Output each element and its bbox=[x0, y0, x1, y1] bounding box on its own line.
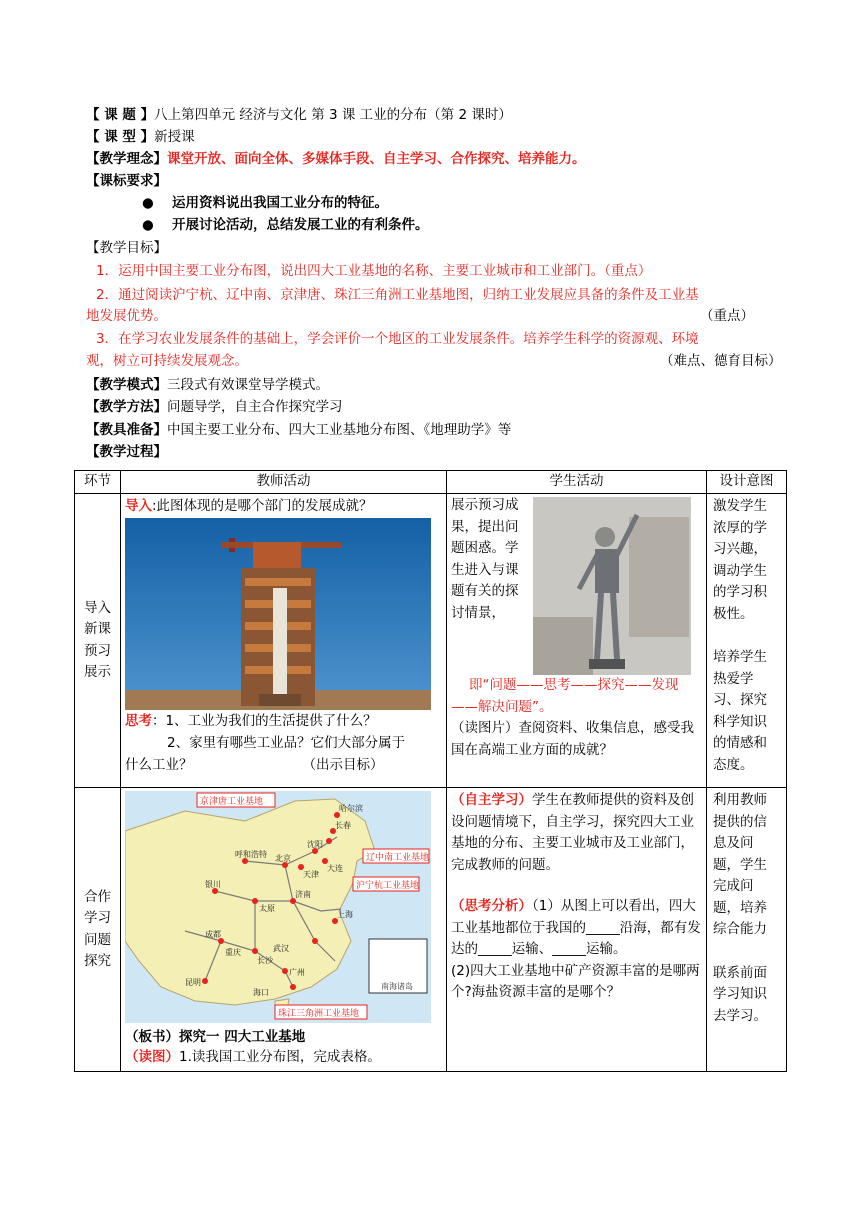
mode-value: 三段式有效课堂导学模式。 bbox=[167, 377, 329, 393]
svg-text:天津: 天津 bbox=[303, 870, 319, 879]
teacher-cell bbox=[121, 788, 447, 1072]
goal-1: 1．运用中国主要工业分布图，说出四大工业基地的名称、主要工业城市和工业部门。（重点） bbox=[96, 263, 652, 279]
analysis-label: （思考分析） bbox=[451, 898, 532, 914]
lead-text: :此图体现的是哪个部门的发展成就？ bbox=[152, 498, 373, 514]
analysis-text: （1）从图上可以看出，四大工业基地都位于我国的_____沿海，都有发达的_____运输、_____运输。 bbox=[451, 898, 701, 957]
map-label-lzn: 辽中南工业基地 bbox=[366, 853, 430, 863]
type-label: 【 课 型 】 bbox=[86, 129, 155, 145]
student-text: 展示预习成果，提出问题困惑。学生进入与课题有关的探讨情景， bbox=[451, 497, 519, 621]
map-label-jjt: 京津唐工业基地 bbox=[200, 797, 264, 807]
table-header-row bbox=[75, 471, 787, 494]
goal-3-cont: 观，树立可持续发展观念。 bbox=[86, 353, 248, 369]
type-line bbox=[86, 127, 195, 147]
goal-2-tag: （重点） bbox=[700, 308, 754, 324]
process-table bbox=[74, 470, 787, 1072]
stage-cell: 导入新课预习展示 bbox=[75, 494, 121, 788]
process-label: 【教学过程】 bbox=[86, 444, 167, 460]
svg-text:广州: 广州 bbox=[289, 968, 305, 977]
type-value: 新授课 bbox=[154, 129, 195, 145]
svg-text:长沙: 长沙 bbox=[257, 956, 273, 965]
standard-item: ● 开展讨论活动，总结发展工业的有利条件。 bbox=[142, 217, 429, 233]
self-study-label: （自主学习） bbox=[451, 792, 532, 808]
goal-3: 3．在学习农业发展条件的基础上，学会评价一个地区的工业发展条件。培养学生科学的资源观、环境 bbox=[96, 331, 699, 347]
table-row bbox=[75, 788, 787, 1072]
svg-text:哈尔滨: 哈尔滨 bbox=[339, 804, 363, 813]
header-intent: 设计意图 bbox=[707, 471, 787, 494]
standard-item: ● 运用资料说出我国工业分布的特征。 bbox=[142, 195, 388, 211]
intent-text: 利用教师提供的信息及问题，学生完成问题，培养综合能力 bbox=[713, 792, 767, 937]
concept-label: 【教学理念】 bbox=[86, 151, 167, 167]
tools-label: 【教具准备】 bbox=[86, 422, 167, 438]
topic-line bbox=[86, 105, 512, 125]
method-label: 【教学方法】 bbox=[86, 399, 167, 415]
svg-text:成都: 成都 bbox=[205, 930, 221, 939]
method-line bbox=[86, 397, 343, 417]
concept-line bbox=[86, 149, 586, 169]
map-label-hnh: 沪宁杭工业基地 bbox=[356, 881, 420, 891]
svg-text:太原: 太原 bbox=[259, 904, 275, 913]
mode-label: 【教学模式】 bbox=[86, 377, 167, 393]
svg-text:呼和浩特: 呼和浩特 bbox=[235, 850, 267, 859]
header-teacher: 教师活动 bbox=[121, 471, 447, 494]
intent-cell bbox=[707, 494, 787, 788]
topic-label: 【 课 题 】 bbox=[86, 107, 155, 123]
goal-2-cont: 地发展优势。 bbox=[86, 308, 167, 324]
read-text: 1.读我国工业分布图，完成表格。 bbox=[179, 1049, 381, 1065]
stage-cell: 合作学习问题探究 bbox=[75, 788, 121, 1072]
mode-line bbox=[86, 375, 329, 395]
header-stage: 环节 bbox=[75, 471, 121, 494]
intent-text-2: 培养学生热爱学习、探究科学知识的情感和态度。 bbox=[713, 649, 767, 773]
svg-text:重庆: 重庆 bbox=[225, 948, 241, 957]
think-label: 思考 bbox=[125, 712, 152, 729]
svg-text:济南: 济南 bbox=[295, 890, 311, 899]
tools-value: 中国主要工业分布、四大工业基地分布图、《地理助学》等 bbox=[167, 422, 512, 438]
goals-label: 【教学目标】 bbox=[86, 240, 167, 256]
map-label-nh: 南海诸岛 bbox=[381, 982, 413, 991]
svg-text:海口: 海口 bbox=[253, 988, 269, 997]
method-value: 问题导学，自主合作探究学习 bbox=[167, 399, 343, 415]
goal-3-tag: （难点、德育目标） bbox=[660, 353, 782, 369]
intent-cell bbox=[707, 788, 787, 1072]
think-3: 什么工业？ bbox=[125, 756, 193, 773]
think-1: ：1、工业为我们的生活提供了什么？ bbox=[152, 712, 377, 729]
intent-text: 激发学生浓厚的学习兴趣，调动学生的学习积极性。 bbox=[713, 498, 767, 622]
standard-label: 【课标要求】 bbox=[86, 173, 167, 189]
svg-text:武汉: 武汉 bbox=[273, 944, 289, 953]
svg-text:大连: 大连 bbox=[327, 864, 343, 873]
tools-line bbox=[86, 420, 511, 440]
map-label-zsj: 珠江三角洲工业基地 bbox=[278, 1009, 360, 1019]
read-label: （读图） bbox=[125, 1049, 179, 1065]
table-row bbox=[75, 494, 787, 788]
svg-text:银川: 银川 bbox=[205, 880, 221, 889]
teacher-cell bbox=[121, 494, 447, 788]
student-cell bbox=[447, 788, 707, 1072]
show-goals-tag: （出示目标） bbox=[302, 756, 384, 773]
rocket-launch-photo bbox=[125, 518, 431, 710]
svg-text:长春: 长春 bbox=[335, 821, 351, 830]
question-2: (2)四大工业基地中矿产资源丰富的是哪两个?海盐资源丰富的是哪个？ bbox=[451, 962, 700, 1000]
concept-value: 课堂开放、面向全体、多媒体手段、自主学习、合作探究、培养能力。 bbox=[167, 151, 586, 167]
robot-photo bbox=[533, 497, 691, 675]
student-text-2: （读图片）查阅资料、收集信息，感受我国在高端工业方面的成就？ bbox=[451, 720, 694, 758]
svg-text:上海: 上海 bbox=[337, 910, 353, 919]
header-student: 学生活动 bbox=[447, 471, 707, 494]
think-2: 2、家里有哪些工业品？它们大部分属于 bbox=[167, 734, 406, 751]
student-red: 即“问题——思考——探究——发现——解决问题”。 bbox=[451, 677, 679, 715]
goal-2: 2．通过阅读沪宁杭、辽中南、京津唐、珠江三角洲工业基地图，归纳工业发展应具备的条件及工业基 bbox=[96, 287, 699, 303]
svg-text:昆明: 昆明 bbox=[185, 978, 201, 987]
board-text: （板书）探究一 四大工业基地 bbox=[125, 1029, 306, 1045]
svg-text:沈阳: 沈阳 bbox=[307, 840, 323, 849]
svg-text:北京: 北京 bbox=[275, 854, 291, 863]
topic-value: 八上第四单元 经济与文化 第 3 课 工业的分布（第 2 课时） bbox=[154, 107, 512, 123]
lead-label: 导入 bbox=[125, 498, 152, 514]
student-cell bbox=[447, 494, 707, 788]
industrial-map bbox=[125, 791, 431, 1023]
self-study-text: 学生在教师提供的资料及创设问题情境下，自主学习，探究四大工业基地的分布、主要工业城市及工业部门，完成教师的问题。 bbox=[451, 792, 694, 873]
intent-text-2: 联系前面学习知识去学习。 bbox=[713, 964, 767, 1024]
